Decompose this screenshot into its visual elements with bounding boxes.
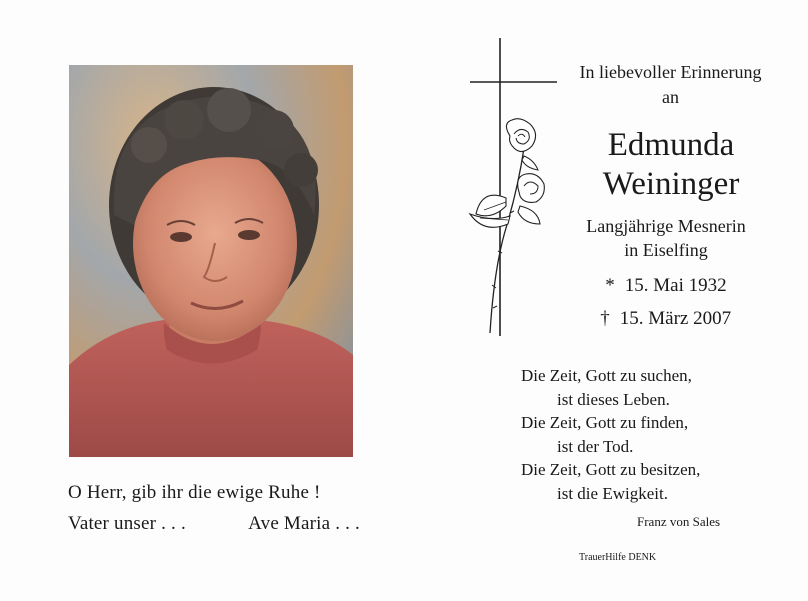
deceased-role xyxy=(556,214,776,262)
birth-date-text: 15. Mai 1932 xyxy=(624,275,727,296)
death-date-text: 15. März 2007 xyxy=(619,308,732,329)
last-name: Weininger xyxy=(602,166,740,202)
poem-line: ist dieses Leben. xyxy=(557,389,670,409)
heading-line-1: In liebevoller Erinnerung xyxy=(579,62,762,82)
heading-line-2: an xyxy=(662,87,679,107)
poem-author: Franz von Sales xyxy=(637,514,721,529)
death-date xyxy=(595,308,731,330)
memorial-heading xyxy=(548,60,793,110)
poem-line: Die Zeit, Gott zu suchen, xyxy=(521,366,692,385)
birth-date xyxy=(600,275,727,297)
prayer-line: O Herr, gib ihr die ewige Ruhe ! xyxy=(68,482,321,503)
poem-line: Die Zeit, Gott zu finden, xyxy=(521,413,689,433)
poem-line: ist die Ewigkeit. xyxy=(557,483,668,503)
deceased-name xyxy=(578,126,764,204)
role-line-1: Langjährige Mesnerin xyxy=(586,216,746,236)
portrait-photo xyxy=(69,65,353,457)
prayer-line-2 xyxy=(68,513,360,535)
role-line-2: in Eiselfing xyxy=(624,240,708,260)
poem-line: ist der Tod. xyxy=(557,436,634,456)
first-name: Edmunda xyxy=(607,127,735,163)
poem xyxy=(521,364,700,506)
poem-line: Die Zeit, Gott zu besitzen, xyxy=(521,460,701,480)
birth-symbol: * xyxy=(605,275,615,296)
publisher-credit: TrauerHilfe DENK xyxy=(579,552,657,563)
death-symbol: † xyxy=(600,308,610,329)
cross-with-rose-icon xyxy=(462,38,562,338)
ave-maria-text: Ave Maria . . . xyxy=(248,513,360,534)
vater-unser-text: Vater unser . . . xyxy=(68,513,186,534)
portrait-illustration xyxy=(69,65,353,457)
